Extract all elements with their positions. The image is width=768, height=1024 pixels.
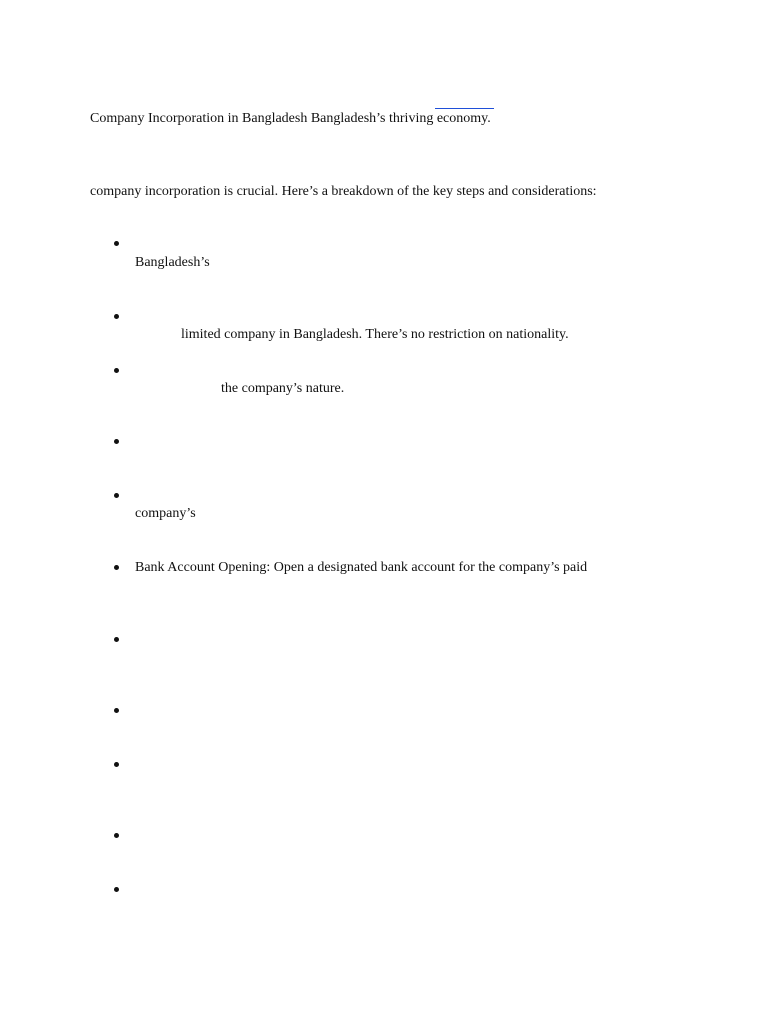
bullet-icon [114, 368, 119, 373]
bullet-icon [114, 833, 119, 838]
bullet-icon [114, 708, 119, 713]
bullet-icon [114, 241, 119, 246]
bullet-icon [114, 314, 119, 319]
bullet-icon [114, 637, 119, 642]
bullet-icon [114, 565, 119, 570]
list-item-text: company’s [135, 506, 196, 521]
bullet-icon [114, 493, 119, 498]
paragraph-title-line: Company Incorporation in Bangladesh Bangladesh’s thriving economy. [90, 111, 491, 126]
bullet-icon [114, 439, 119, 444]
list-item-text: the company’s nature. [221, 381, 345, 396]
list-item-text: Bangladesh’s [135, 255, 210, 270]
hyperlink-underline[interactable] [435, 108, 494, 109]
list-item-text: Bank Account Opening: Open a designated bank account for the company’s paid [135, 560, 588, 575]
paragraph-intro-line: company incorporation is crucial. Here’s a breakdown of the key steps and considerations: [90, 184, 597, 199]
list-item-text: limited company in Bangladesh. There’s no restriction on nationality. [181, 327, 569, 342]
bullet-icon [114, 762, 119, 767]
bullet-icon [114, 887, 119, 892]
